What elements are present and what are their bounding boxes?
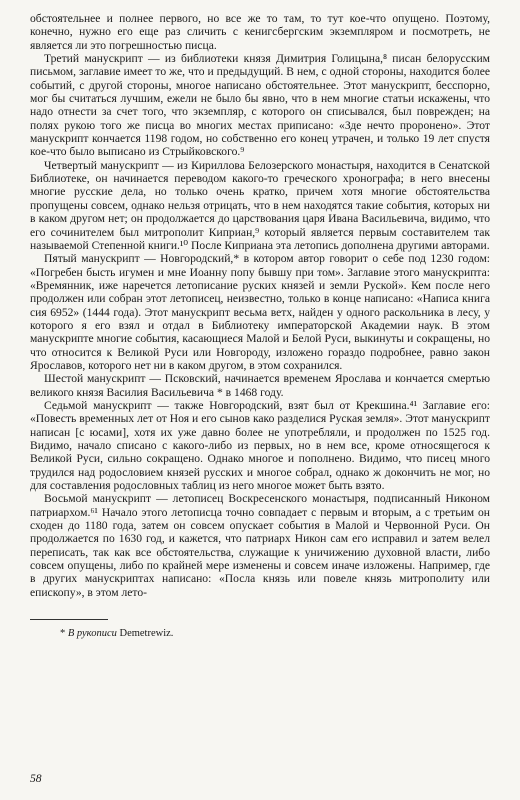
paragraph: обстоятельнее и полнее первого, но все же то там, то тут кое-что опущено. Поэтому, конечно, нужно его еще раз сличить с кенигсбергским экземпляром и посмотреть, не является ли это погрешностью писца. [30,12,490,52]
footnote-label: В рукописи [67,628,117,640]
paragraph: Седьмой манускрипт — также Новгородский, взят был от Крекшина.⁴¹ Заглавие его: «Повесть временных лет от Ноя и его сынов како разделися Руская земля». Этот манускрипт написан [с юсами], хотя их уже давно более не употребляли, и продолжен по 1525 год. Видимо, начало списано с какого-либо из первых, но в нем все, кроме относящегося к Великой Руси, сильно сокращено. Однако многое и пополнено. Видимо, что писец много трудился над родословием князей русских и многое собрал, однако ж докончить не мог, но для составления родословных таблиц из него многое может быть взято. [30,398,490,493]
paragraph: Четвертый манускрипт — из Кириллова Белозерского монастыря, находится в Сенатской Библиотеке, он начинается переводом какого-то греческого хронографа; в него внесены многие русские дела, но только очень кратко, причем хотя многие обстоятельства пропущены совсем, однако нельзя отрицать, что в нем находятся такие события, которых ни в каком другом нет; он продолжается до царствования царя Ивана Васильевича, видимо, что его сочинителем был митрополит Киприан,⁹ который является первым составителем так называемой Степенной книги.¹⁰ После Киприана эта летопись дополнена другими авторами. [30,158,490,252]
footnote-separator [30,619,108,620]
page-number: 58 [30,772,42,785]
footnote [60,627,490,640]
main-text [30,12,490,599]
paragraph: Восьмой манускрипт — летописец Воскресенского монастыря, подписанный Никоном патриархом.⁶¹ Начало этого летописца точно совпадает с первым и вторым, а с третьим он сходен до 1180 года, затем он совсем опускает события в Малой и Червонной Руси. Он продолжается по 1630 год, и кажется, что патриарх Никон сам его исправил и затем велел переписать, так как все обстоятельства, служащие к уничижению духовной власти, либо совсем опущены, либо по крайней мере изменены и совсем иначе изложены. Например, где в других манускриптах написано: «Посла князь или повеле князь митрополиту или епископу», в этом лето- [30,492,490,599]
paragraph: Пятый манускрипт — Новгородский,* в котором автор говорит о себе под 1230 годом: «Погребен бысть игумен и мне Иоанну попу бывшу при том». Заглавие этого манускрипта: «Времянник, иже наречется летописание руских князей и земли Руской». Кем после него продолжен или собран этот летописец, неизвестно, только в конце написано: «Написа книга сия 6952» (1444 года). Этот манускрипт весьма ветх, найден у одного раскольника в лесу, у которого я его взял и отдал в Библиотеку императорской Академии наук. В этом манускрипте многие события, касающиеся Малой и Белой Руси, выкинуты и сокращены, но что относится к Великой Руси или Новгороду, изложено гораздо подробнее, равно закон Ярославов, которого нет ни в каком другом, в этом сохранился. [30,252,490,372]
paragraph: Шестой манускрипт — Псковский, начинается временем Ярослава и кончается смертью великого князя Василия Васильевича * в 1468 году. [30,372,490,399]
footnote-word: Demetrewiz. [119,628,174,640]
footnote-mark: * [60,628,66,640]
paragraph: Третий манускрипт — из библиотеки князя Димитрия Голицына,⁸ писан белорусским письмом, заглавие имеет то же, что и предыдущий. В нем, с одной стороны, находится более событий, с другой стороны, многое написано обстоятельнее. Этот манускрипт, бесспорно, мог бы считаться лучшим, ежели не было бы явно, что в нем многие статьи искажены, что надо отнести за счет того, что экземпляр, с которого он списывался, был поврежден; на полях рукою того же писца во многих местах приписано: «Зде нечто проронено». Этот манускрипт кончается 1198 годом, но собственно его конец утрачен, и только 19 лет спустя кое-что было выписано из Стрыйковского.⁹ [30,52,490,159]
